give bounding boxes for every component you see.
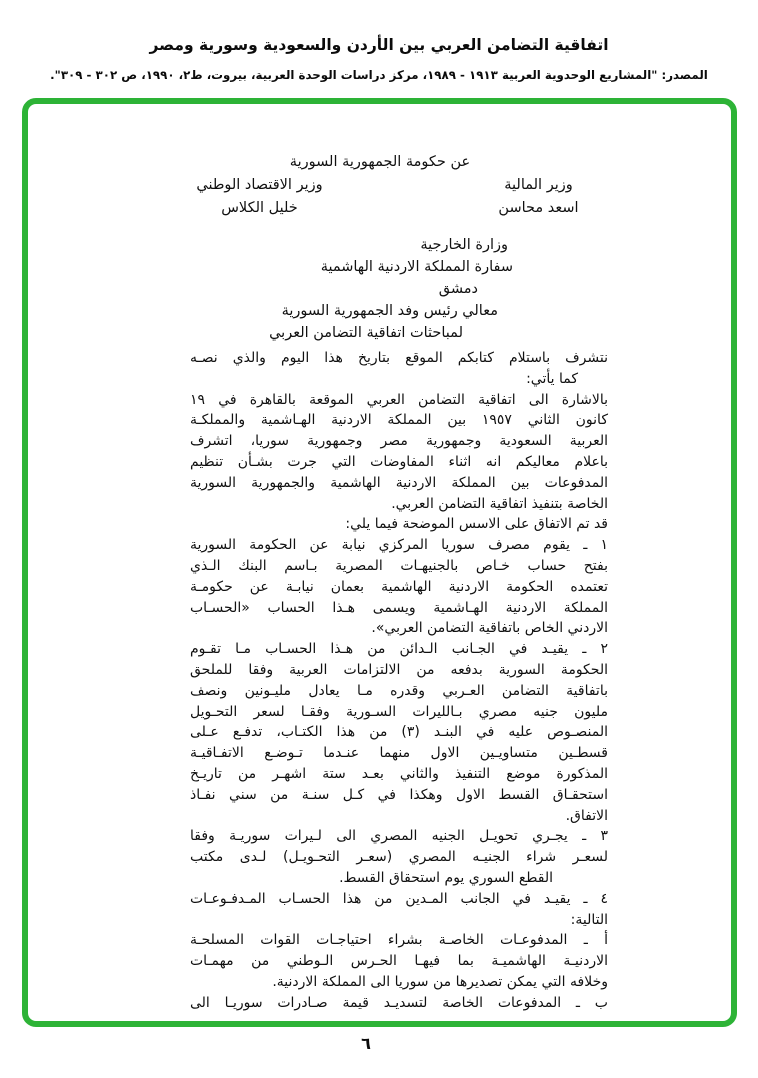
body-line: بفتح حساب خـاص بالجنيهـات المصرية بـاسم البنك الـذي <box>190 557 608 574</box>
page-number: ٦ <box>361 1034 371 1053</box>
signature-titles-row <box>190 174 608 197</box>
body-line: مليون جنيه مصري بـالليرات السـورية وفقـا لسعر التحـويل <box>190 703 608 720</box>
document-title: اتفاقية التضامن العربي بين الأردن والسعودية وسورية ومصر <box>149 36 609 54</box>
body-line: الاردني الخاص باتفاقية التضامن العربي». <box>371 620 608 637</box>
signature-names-row <box>190 197 608 220</box>
address-line: وزارة الخارجية <box>420 237 508 253</box>
body-line: المذكورة موضع التنفيذ والثاني بعـد ستة اشهـر من تاريـخ <box>190 765 608 782</box>
signature-title-finance-minister: وزير المالية <box>504 177 573 193</box>
body-line: أ ـ المدفوعـات الخاصـة بشراء احتياجـات القوات المسلحـة <box>190 932 608 949</box>
signature-title-economy-minister: وزير الاقتصاد الوطني <box>196 177 323 193</box>
body-line: تعتمده الحكومة الاردنية الهاشمية بعمان نيابـة عن حكومـة <box>190 578 608 595</box>
body-line: الاردنيـة الهاشميـة بما فيهـا الحـرس الـوطني من مهمـات <box>190 953 608 970</box>
body-line: المملكة الاردنية الهـاشمية ويسمى هـذا الحساب «الحسـاب <box>190 599 608 616</box>
body-line: بالاشارة الى اتفاقية التضامن العربي الموقعة بالقاهرة في ١٩ <box>190 391 608 408</box>
body-line: الخاصة بتنفيذ اتفاقية التضامن العربي. <box>391 495 608 512</box>
body-line: باعلام معاليكم انه اثناء المفاوضات التي جرت بشـأن تنظيم <box>190 453 608 470</box>
body-line: كما يأتي: <box>526 370 578 387</box>
body-line: التالية: <box>570 911 608 928</box>
body-line: المدفوعات بين المملكة الاردنية الهاشمية والجمهورية السورية <box>190 474 608 491</box>
body-line: ١ ـ يقوم مصرف سوريا المركزي نيابة عن الحكومة السورية <box>190 537 608 554</box>
signature-name-economy-minister: خليل الكلاس <box>221 200 298 216</box>
body-line: وخلافه التي يمكن تصديرها من سوريا الى المملكة الاردنية. <box>272 973 608 990</box>
body-line: المنصـوص عليه في البنـد (٣) من هذا الكتـاب، تدفـع عـلى <box>190 724 608 741</box>
body-line: الحكومة السورية بدفعه من الالتزامات العربية وفقا للملحق <box>190 661 608 678</box>
body-line: كانون الثاني ١٩٥٧ بين المملكة الاردنية الهـاشمية والمملكـة <box>190 412 608 429</box>
embassy-address-block <box>190 234 608 344</box>
body-line: نتشرف باستلام كتابكم الموقع بتاريخ هذا اليوم والذي نصـه <box>190 350 608 366</box>
signature-name-finance-minister: اسعد محاسن <box>498 200 579 216</box>
body-line: لسعـر شراء الجنيـه المصري (سعـر التحـويـل) لـدى مكتب <box>190 849 608 866</box>
content-column <box>190 150 608 1014</box>
address-line: لمباحثات اتفاقية التضامن العربي <box>269 325 463 341</box>
address-line: دمشق <box>438 281 478 297</box>
address-line: معالي رئيس وفد الجمهورية السورية <box>281 303 498 319</box>
signature-heading: عن حكومة الجمهورية السورية <box>289 154 471 170</box>
body-line: ٣ ـ يجـري تحويـل الجنيه المصري الى لـيرات سوريـة وفقا <box>190 828 608 845</box>
address-line: سفارة المملكة الاردنية الهاشمية <box>320 259 513 275</box>
body-line: العربية السعودية وجمهورية مصر وجمهورية سوريا، اتشرف <box>190 433 608 450</box>
body-line: القطع السوري يوم استحقاق القسط. <box>339 869 553 886</box>
body-line: ٢ ـ يقيـد في الجـانب الـدائن من هـذا الحسـاب مـا تقـوم <box>190 641 608 658</box>
source-citation: المصدر: "المشاريع الوحدوية العربية ١٩١٣ - ١٩٨٩، مركز دراسات الوحدة العربية، بيروت، ط٢، ١٩٩٠، ص ٣٠٢ - ٣٠٩". <box>50 68 708 82</box>
body-line: قسطـين متساويـين الاول منهما عنـدما تـوضـع الاتفـاقيـة <box>190 745 608 762</box>
body-line: قد تم الاتفاق على الاسس الموضحة فيما يلي: <box>345 516 608 533</box>
body-line: ب ـ المدفوعات الخاصة لتسديـد قيمة صـادرات سوريـا الى <box>190 994 608 1011</box>
body-line: ٤ ـ يقيـد في الجانب المـدين من هذا الحسـاب المـدفـوعـات <box>190 890 608 907</box>
letter-body <box>190 348 608 1014</box>
body-line: استحقـاق القسط الاول وهكذا في كـل سنـة من سني نفـاذ <box>190 786 608 803</box>
body-line: الاتفاق. <box>565 807 608 824</box>
body-line: باتفاقية التضامن العـربي وقدره مـا يعادل مليـونين ونصف <box>190 682 608 699</box>
